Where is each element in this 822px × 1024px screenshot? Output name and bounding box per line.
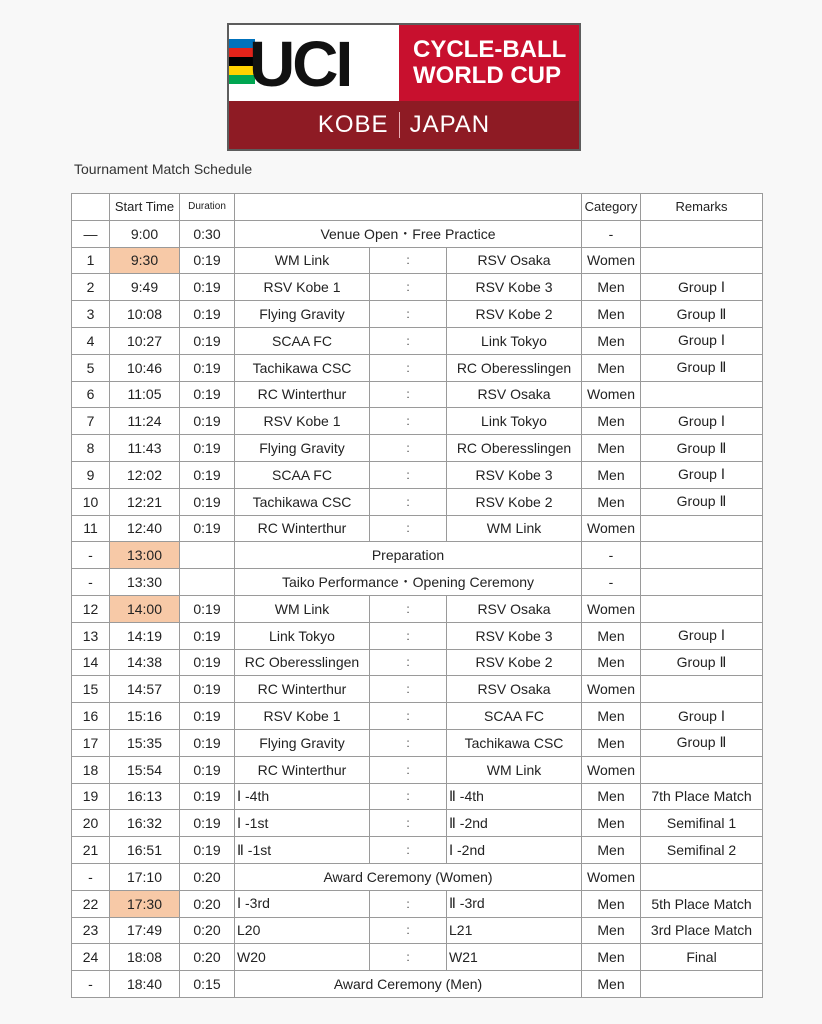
table-row <box>72 756 763 783</box>
duration: 0:20 <box>180 944 235 971</box>
table-row <box>72 274 763 301</box>
duration: 0:19 <box>180 435 235 462</box>
start-time: 12:21 <box>110 488 180 515</box>
away-team: RSV Kobe 2 <box>447 301 582 328</box>
versus-separator: : <box>370 944 447 971</box>
start-time: 17:30 <box>110 890 180 917</box>
match-number: 10 <box>72 488 110 515</box>
home-team: Tachikawa CSC <box>235 354 370 381</box>
table-row <box>72 810 763 837</box>
logo-city: KOBE <box>317 111 389 138</box>
match-number: - <box>72 863 110 890</box>
duration: 0:19 <box>180 837 235 864</box>
away-team: RSV Kobe 3 <box>447 622 582 649</box>
start-time: 9:00 <box>110 220 180 247</box>
category: Men <box>582 622 641 649</box>
category: Men <box>582 488 641 515</box>
match-number: 24 <box>72 944 110 971</box>
away-team: Ⅰ -2nd <box>447 837 582 864</box>
table-row <box>72 783 763 810</box>
duration: 0:19 <box>180 783 235 810</box>
home-team: WM Link <box>235 595 370 622</box>
away-team: RSV Kobe 2 <box>447 488 582 515</box>
schedule-table <box>71 193 763 998</box>
table-row <box>72 354 763 381</box>
event-name: Award Ceremony (Men) <box>235 971 582 998</box>
category: Women <box>582 515 641 542</box>
home-team: RC Winterthur <box>235 676 370 703</box>
away-team: Link Tokyo <box>447 327 582 354</box>
away-team: Tachikawa CSC <box>447 729 582 756</box>
category: Women <box>582 863 641 890</box>
versus-separator: : <box>370 622 447 649</box>
home-team: RC Oberesslingen <box>235 649 370 676</box>
remarks <box>641 247 763 274</box>
match-number: 8 <box>72 435 110 462</box>
remarks: Group Ⅱ <box>641 488 763 515</box>
home-team: RSV Kobe 1 <box>235 703 370 730</box>
remarks: Group Ⅰ <box>641 622 763 649</box>
category: - <box>582 542 641 569</box>
logo-line1: CYCLE-BALL <box>413 36 567 63</box>
match-number: 16 <box>72 703 110 730</box>
table-row <box>72 917 763 944</box>
remarks <box>641 595 763 622</box>
table-row <box>72 247 763 274</box>
duration: 0:19 <box>180 381 235 408</box>
category: Men <box>582 408 641 435</box>
remarks <box>641 515 763 542</box>
category: Men <box>582 435 641 462</box>
logo-location <box>229 101 579 149</box>
match-number: 7 <box>72 408 110 435</box>
page-title: Tournament Match Schedule <box>74 161 253 177</box>
versus-separator: : <box>370 837 447 864</box>
remarks: Group Ⅱ <box>641 435 763 462</box>
remarks: Group Ⅱ <box>641 649 763 676</box>
start-time: 10:27 <box>110 327 180 354</box>
match-number: 3 <box>72 301 110 328</box>
match-number: - <box>72 971 110 998</box>
start-time: 18:08 <box>110 944 180 971</box>
duration <box>180 569 235 596</box>
away-team: Ⅱ -2nd <box>447 810 582 837</box>
match-number: 4 <box>72 327 110 354</box>
match-number: - <box>72 542 110 569</box>
table-row <box>72 703 763 730</box>
logo-country: JAPAN <box>409 111 491 138</box>
away-team: RC Oberesslingen <box>447 354 582 381</box>
category: Men <box>582 703 641 730</box>
versus-separator: : <box>370 756 447 783</box>
start-time: 16:51 <box>110 837 180 864</box>
away-team: RSV Osaka <box>447 676 582 703</box>
event-name: Preparation <box>235 542 582 569</box>
versus-separator: : <box>370 327 447 354</box>
start-time: 9:30 <box>110 247 180 274</box>
away-team: RSV Kobe 2 <box>447 649 582 676</box>
remarks <box>641 863 763 890</box>
start-time: 13:30 <box>110 569 180 596</box>
match-number: 1 <box>72 247 110 274</box>
start-time: 17:49 <box>110 917 180 944</box>
start-time: 11:43 <box>110 435 180 462</box>
away-team: WM Link <box>447 756 582 783</box>
event-name: Venue Open・Free Practice <box>235 220 582 247</box>
header-remarks: Remarks <box>641 194 763 221</box>
away-team: RC Oberesslingen <box>447 435 582 462</box>
versus-separator: : <box>370 917 447 944</box>
duration: 0:20 <box>180 863 235 890</box>
duration: 0:19 <box>180 729 235 756</box>
start-time: 15:16 <box>110 703 180 730</box>
versus-separator: : <box>370 703 447 730</box>
remarks: Semifinal 2 <box>641 837 763 864</box>
table-row <box>72 622 763 649</box>
start-time: 14:19 <box>110 622 180 649</box>
away-team: WM Link <box>447 515 582 542</box>
remarks: Semifinal 1 <box>641 810 763 837</box>
table-row <box>72 220 763 247</box>
remarks <box>641 542 763 569</box>
home-team: Link Tokyo <box>235 622 370 649</box>
duration: 0:19 <box>180 301 235 328</box>
match-number: - <box>72 569 110 596</box>
match-number: 15 <box>72 676 110 703</box>
category: Men <box>582 354 641 381</box>
home-team: RC Winterthur <box>235 381 370 408</box>
remarks <box>641 756 763 783</box>
category: Men <box>582 837 641 864</box>
table-row <box>72 542 763 569</box>
event-name: Taiko Performance・Opening Ceremony <box>235 569 582 596</box>
match-number: 13 <box>72 622 110 649</box>
duration: 0:19 <box>180 595 235 622</box>
remarks: 3rd Place Match <box>641 917 763 944</box>
away-team: Ⅱ -3rd <box>447 890 582 917</box>
start-time: 12:40 <box>110 515 180 542</box>
category: Women <box>582 676 641 703</box>
match-number: 6 <box>72 381 110 408</box>
home-team: RSV Kobe 1 <box>235 274 370 301</box>
remarks: Group Ⅰ <box>641 703 763 730</box>
versus-separator: : <box>370 810 447 837</box>
table-row <box>72 890 763 917</box>
duration: 0:19 <box>180 676 235 703</box>
versus-separator: : <box>370 301 447 328</box>
away-team: Link Tokyo <box>447 408 582 435</box>
remarks: 5th Place Match <box>641 890 763 917</box>
duration: 0:19 <box>180 622 235 649</box>
remarks <box>641 676 763 703</box>
home-team: Flying Gravity <box>235 435 370 462</box>
start-time: 14:00 <box>110 595 180 622</box>
category: Men <box>582 890 641 917</box>
start-time: 18:40 <box>110 971 180 998</box>
match-number: 9 <box>72 461 110 488</box>
table-row <box>72 381 763 408</box>
duration: 0:30 <box>180 220 235 247</box>
event-name: Award Ceremony (Women) <box>235 863 582 890</box>
duration: 0:19 <box>180 408 235 435</box>
category: Women <box>582 756 641 783</box>
category: - <box>582 569 641 596</box>
table-row <box>72 944 763 971</box>
category: Men <box>582 944 641 971</box>
away-team: W21 <box>447 944 582 971</box>
versus-separator: : <box>370 890 447 917</box>
duration: 0:19 <box>180 810 235 837</box>
category: Women <box>582 595 641 622</box>
duration: 0:19 <box>180 354 235 381</box>
start-time: 9:49 <box>110 274 180 301</box>
home-team: RC Winterthur <box>235 515 370 542</box>
table-row <box>72 595 763 622</box>
match-number: 18 <box>72 756 110 783</box>
table-row <box>72 461 763 488</box>
remarks: Group Ⅰ <box>641 408 763 435</box>
remarks <box>641 381 763 408</box>
versus-separator: : <box>370 461 447 488</box>
remarks: Group Ⅱ <box>641 301 763 328</box>
duration <box>180 542 235 569</box>
versus-separator: : <box>370 408 447 435</box>
table-row <box>72 408 763 435</box>
versus-separator: : <box>370 676 447 703</box>
home-team: RSV Kobe 1 <box>235 408 370 435</box>
table-row <box>72 488 763 515</box>
versus-separator: : <box>370 354 447 381</box>
table-row <box>72 301 763 328</box>
home-team: Ⅰ -4th <box>235 783 370 810</box>
start-time: 14:38 <box>110 649 180 676</box>
start-time: 15:54 <box>110 756 180 783</box>
duration: 0:20 <box>180 917 235 944</box>
versus-separator: : <box>370 783 447 810</box>
away-team: RSV Osaka <box>447 595 582 622</box>
away-team: Ⅱ -4th <box>447 783 582 810</box>
away-team: RSV Osaka <box>447 247 582 274</box>
remarks: Group Ⅱ <box>641 729 763 756</box>
table-row <box>72 327 763 354</box>
home-team: RC Winterthur <box>235 756 370 783</box>
versus-separator: : <box>370 515 447 542</box>
match-number: 17 <box>72 729 110 756</box>
remarks <box>641 220 763 247</box>
logo-line2: WORLD CUP <box>413 62 561 89</box>
home-team: L20 <box>235 917 370 944</box>
match-number: 2 <box>72 274 110 301</box>
duration: 0:19 <box>180 703 235 730</box>
start-time: 16:32 <box>110 810 180 837</box>
home-team: Ⅱ -1st <box>235 837 370 864</box>
duration: 0:19 <box>180 488 235 515</box>
away-team: RSV Osaka <box>447 381 582 408</box>
category: Men <box>582 327 641 354</box>
logo-separator <box>399 112 400 138</box>
duration: 0:19 <box>180 274 235 301</box>
category: Men <box>582 917 641 944</box>
match-number: 23 <box>72 917 110 944</box>
header-category: Category <box>582 194 641 221</box>
home-team: Ⅰ -3rd <box>235 890 370 917</box>
table-header-row <box>72 194 763 221</box>
remarks <box>641 971 763 998</box>
start-time: 13:00 <box>110 542 180 569</box>
category: Men <box>582 301 641 328</box>
remarks: Group Ⅰ <box>641 274 763 301</box>
match-number: 22 <box>72 890 110 917</box>
table-row <box>72 863 763 890</box>
table-row <box>72 971 763 998</box>
category: Men <box>582 971 641 998</box>
table-row <box>72 729 763 756</box>
away-team: RSV Kobe 3 <box>447 461 582 488</box>
start-time: 11:24 <box>110 408 180 435</box>
away-team: RSV Kobe 3 <box>447 274 582 301</box>
start-time: 10:08 <box>110 301 180 328</box>
home-team: W20 <box>235 944 370 971</box>
home-team: SCAA FC <box>235 461 370 488</box>
start-time: 10:46 <box>110 354 180 381</box>
category: - <box>582 220 641 247</box>
logo-brand: UCI <box>249 28 351 100</box>
start-time: 14:57 <box>110 676 180 703</box>
away-team: SCAA FC <box>447 703 582 730</box>
header-no <box>72 194 110 221</box>
remarks: Group Ⅱ <box>641 354 763 381</box>
category: Men <box>582 274 641 301</box>
uci-logo <box>227 23 581 151</box>
start-time: 15:35 <box>110 729 180 756</box>
logo-event-name <box>399 25 579 101</box>
category: Men <box>582 729 641 756</box>
home-team: Flying Gravity <box>235 729 370 756</box>
match-number: 5 <box>72 354 110 381</box>
remarks: Final <box>641 944 763 971</box>
home-team: WM Link <box>235 247 370 274</box>
versus-separator: : <box>370 247 447 274</box>
start-time: 16:13 <box>110 783 180 810</box>
remarks <box>641 569 763 596</box>
start-time: 17:10 <box>110 863 180 890</box>
table-row <box>72 569 763 596</box>
home-team: Ⅰ -1st <box>235 810 370 837</box>
remarks: Group Ⅰ <box>641 327 763 354</box>
duration: 0:19 <box>180 756 235 783</box>
duration: 0:20 <box>180 890 235 917</box>
versus-separator: : <box>370 488 447 515</box>
duration: 0:19 <box>180 461 235 488</box>
table-row <box>72 515 763 542</box>
match-number: 19 <box>72 783 110 810</box>
table-row <box>72 649 763 676</box>
home-team: SCAA FC <box>235 327 370 354</box>
duration: 0:19 <box>180 247 235 274</box>
remarks: 7th Place Match <box>641 783 763 810</box>
header-start-time: Start Time <box>110 194 180 221</box>
home-team: Tachikawa CSC <box>235 488 370 515</box>
versus-separator: : <box>370 435 447 462</box>
match-number: 11 <box>72 515 110 542</box>
match-number: 12 <box>72 595 110 622</box>
start-time: 11:05 <box>110 381 180 408</box>
versus-separator: : <box>370 729 447 756</box>
category: Men <box>582 649 641 676</box>
header-duration: Duration <box>180 194 235 221</box>
home-team: Flying Gravity <box>235 301 370 328</box>
duration: 0:19 <box>180 515 235 542</box>
versus-separator: : <box>370 274 447 301</box>
table-row <box>72 676 763 703</box>
start-time: 12:02 <box>110 461 180 488</box>
match-number: — <box>72 220 110 247</box>
versus-separator: : <box>370 649 447 676</box>
category: Men <box>582 461 641 488</box>
table-row <box>72 435 763 462</box>
match-number: 20 <box>72 810 110 837</box>
match-number: 14 <box>72 649 110 676</box>
category: Women <box>582 247 641 274</box>
versus-separator: : <box>370 381 447 408</box>
category: Men <box>582 783 641 810</box>
versus-separator: : <box>370 595 447 622</box>
duration: 0:19 <box>180 327 235 354</box>
table-row <box>72 837 763 864</box>
header-match <box>235 194 582 221</box>
duration: 0:19 <box>180 649 235 676</box>
match-number: 21 <box>72 837 110 864</box>
category: Women <box>582 381 641 408</box>
remarks: Group Ⅰ <box>641 461 763 488</box>
duration: 0:15 <box>180 971 235 998</box>
category: Men <box>582 810 641 837</box>
away-team: L21 <box>447 917 582 944</box>
